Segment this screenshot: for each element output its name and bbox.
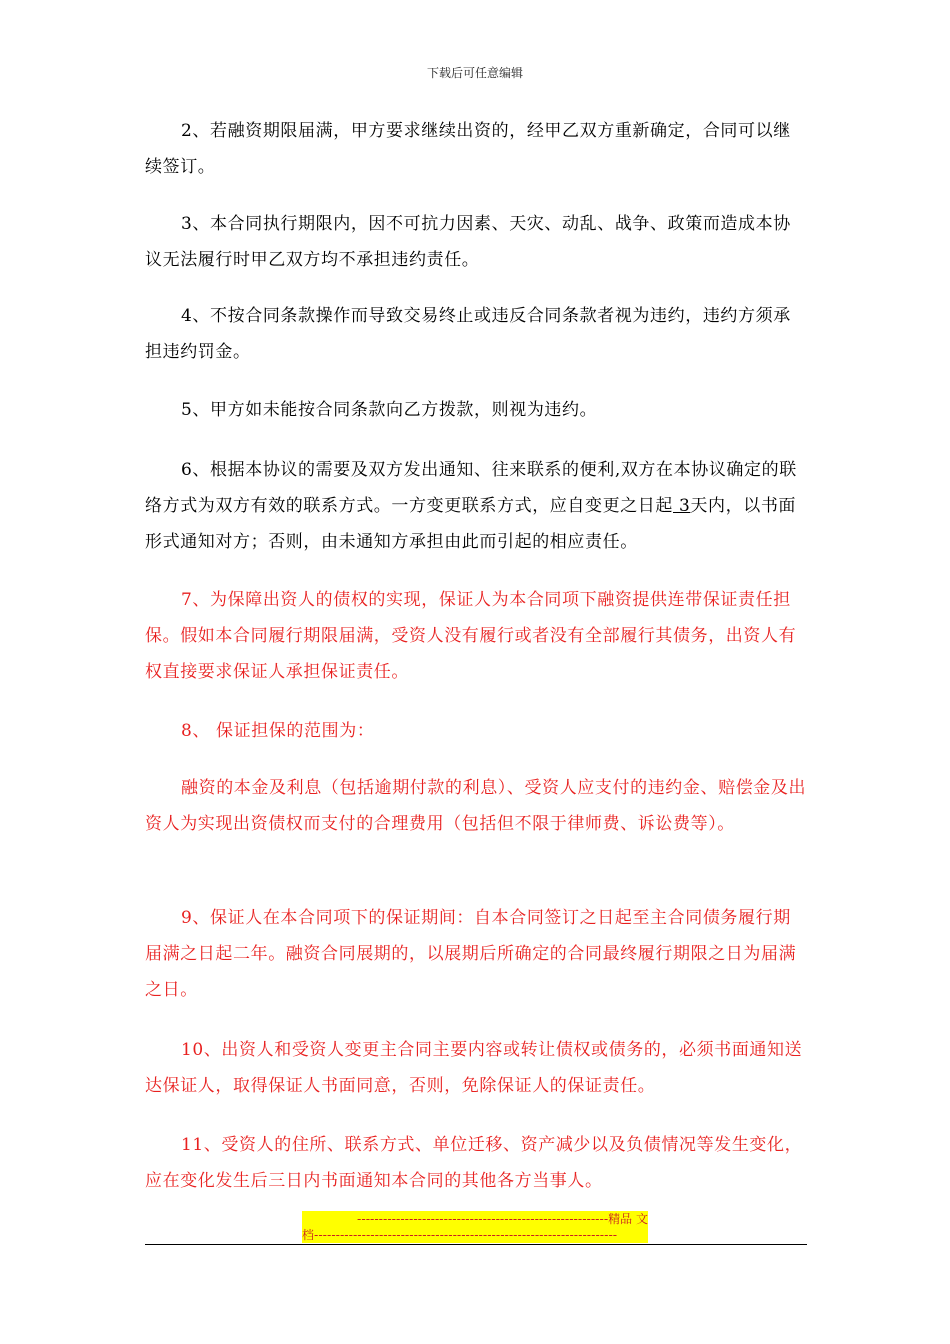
clause-6-days: 3 — [673, 496, 691, 516]
clause-8-scope: 融资的本金及利息（包括逾期付款的利息）、受资人应支付的违约金、赔偿金及出资人为实现出资债权而支付的合理费用（包括但不限于律师费、诉讼费等）。 — [145, 778, 807, 834]
clause-4: 4、不按合同条款操作而导致交易终止或违反合同条款者视为违约，违约方须承担违约罚金。 — [145, 306, 791, 362]
clause-6-text-after: 天内，以书面形式通知对方；否则，由未通知方承担由此而引起的相应责任。 — [145, 496, 797, 552]
footer-watermark — [302, 1211, 648, 1243]
clause-3: 3、本合同执行期限内，因不可抗力因素、天灾、动乱、战争、政策而造成本协议无法履行时甲乙双方均不承担违约责任。 — [145, 214, 791, 270]
clause-6-text-before: 6、根据本协议的需要及双方发出通知、往来联系的便利,双方在本协议确定的联络方式为双方有效的联系方式。一方变更联系方式，应自变更之日起 — [145, 460, 797, 516]
page-header: 下载后可任意编辑 — [426, 66, 523, 80]
clause-11: 11、受资人的住所、联系方式、单位迁移、资产减少以及负债情况等发生变化，应在变化发生后三日内书面通知本合同的其他各方当事人。 — [145, 1135, 803, 1191]
clause-6 — [145, 452, 807, 560]
clause-5: 5、甲方如未能按合同条款向乙方拨款，则视为违约。 — [181, 400, 598, 420]
clause-8: 8、 保证担保的范围为： — [181, 721, 375, 741]
footer-line-2: 档---------------------------------------------------------------------- — [302, 1228, 618, 1242]
footer-line-1: ----------------------------------------------------------精品 文 — [357, 1212, 648, 1226]
clause-2: 2、若融资期限届满，甲方要求继续出资的，经甲乙双方重新确定，合同可以继续签订。 — [145, 121, 791, 177]
footer-divider — [145, 1244, 807, 1245]
clause-9: 9、保证人在本合同项下的保证期间：自本合同签订之日起至主合同债务履行期届满之日起二年。融资合同展期的，以展期后所确定的合同最终履行期限之日为届满之日。 — [145, 908, 797, 1000]
clause-10: 10、出资人和受资人变更主合同主要内容或转让债权或债务的，必须书面通知送达保证人，取得保证人书面同意，否则，免除保证人的保证责任。 — [145, 1040, 803, 1096]
clause-7: 7、为保障出资人的债权的实现，保证人为本合同项下融资提供连带保证责任担保。假如本合同履行期限届满，受资人没有履行或者没有全部履行其债务，出资人有权直接要求保证人承担保证责任。 — [145, 590, 797, 682]
